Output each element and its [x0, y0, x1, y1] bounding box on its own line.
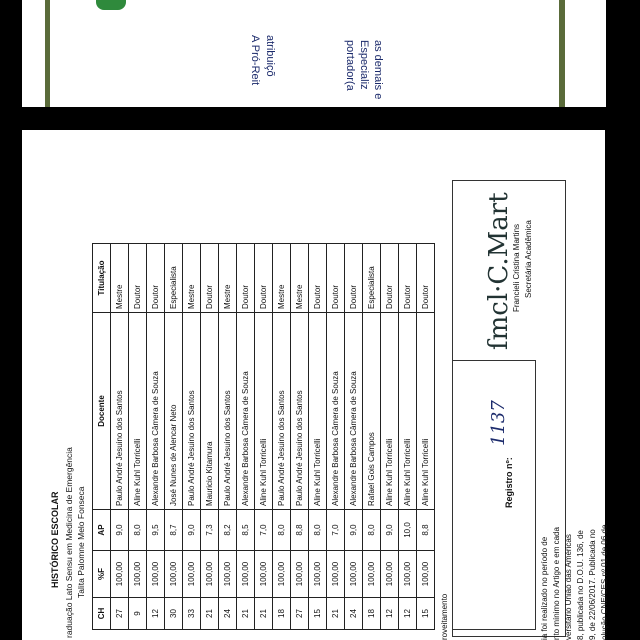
- cell-ch: 12: [399, 598, 417, 630]
- cell-docente: Aline Kuhl Torricelli: [129, 313, 147, 510]
- table-row: [417, 244, 435, 630]
- cell-frequency: 100,00: [219, 551, 237, 598]
- cell-grade: 8,0: [363, 510, 381, 551]
- cell-grade: 9,0: [381, 510, 399, 551]
- cell-grade: 8,0: [273, 510, 291, 551]
- cell-docente: Mauricio Kitamura: [201, 313, 219, 510]
- cell-ch: 27: [111, 598, 129, 630]
- cell-titulacao: Doutor: [237, 244, 255, 313]
- cell-titulacao: Mestre: [219, 244, 237, 313]
- table-row: [255, 244, 273, 630]
- cell-ch: 21: [237, 598, 255, 630]
- cell-docente: Aline Kuhl Torricelli: [309, 313, 327, 510]
- table-row: [219, 244, 237, 630]
- table-row: [183, 244, 201, 630]
- cell-grade: 8,0: [309, 510, 327, 551]
- signatory-name: Francieli Cristina Martins: [512, 223, 521, 312]
- cell-ch: 27: [291, 598, 309, 630]
- cell-docente: Paulo André Jesuino dos Santos: [183, 313, 201, 510]
- transcript-page: [22, 130, 609, 640]
- note-line-3: versitário União das Américas: [564, 534, 573, 640]
- column-header-docente: Docente: [93, 313, 111, 510]
- cell-grade: 7,3: [201, 510, 219, 551]
- cell-frequency: 100,00: [291, 551, 309, 598]
- cell-frequency: 100,00: [111, 551, 129, 598]
- cell-grade: 9,0: [345, 510, 363, 551]
- grades-table: [92, 243, 435, 630]
- table-row: [237, 244, 255, 630]
- cell-grade: 8,8: [291, 510, 309, 551]
- column-header-ap: AP: [93, 510, 111, 551]
- cell-titulacao: Doutor: [255, 244, 273, 313]
- note-line-4: 8, publicada no D.O.U. 136, de: [576, 530, 585, 640]
- table-row: [327, 244, 345, 630]
- note-line-5: 9, de 22/06/2017. Publicada no: [588, 529, 597, 640]
- cell-frequency: 100,00: [381, 551, 399, 598]
- signatory-role: Secretária Acadêmica: [524, 220, 533, 298]
- cell-grade: 7,0: [327, 510, 345, 551]
- cell-docente: Paulo André Jesuino dos Santos: [111, 313, 129, 510]
- footer-left-label: roveitamento: [440, 593, 449, 640]
- certificate-line-1: A Pró-Reit: [249, 35, 261, 86]
- cell-ch: 24: [219, 598, 237, 630]
- cell-docente: Alexandre Barbosa Câmera de Souza: [345, 313, 363, 510]
- cell-titulacao: Doutor: [201, 244, 219, 313]
- column-header-ch: CH: [93, 598, 111, 630]
- institution-logo-icon: [96, 0, 126, 10]
- cell-frequency: 100,00: [129, 551, 147, 598]
- cell-grade: 9,0: [111, 510, 129, 551]
- cell-frequency: 100,00: [201, 551, 219, 598]
- note-line-1: ia foi realizado no período de: [540, 536, 549, 640]
- certificate-border-right: [559, 0, 565, 107]
- cell-titulacao: Doutor: [309, 244, 327, 313]
- cell-docente: Paulo André Jesuino dos Santos: [273, 313, 291, 510]
- cell-ch: 30: [165, 598, 183, 630]
- certificate-line-3: portador(a: [344, 40, 356, 91]
- program-name: raduação Lato Sensu em Medicina de Emergência: [64, 447, 74, 638]
- table-row: [291, 244, 309, 630]
- table-row: [345, 244, 363, 630]
- cell-titulacao: Especialista: [363, 244, 381, 313]
- certificate-line-4: Especializ: [358, 40, 370, 90]
- cell-titulacao: Doutor: [129, 244, 147, 313]
- table-row: [165, 244, 183, 630]
- cell-grade: 8,8: [417, 510, 435, 551]
- cell-titulacao: Especialista: [165, 244, 183, 313]
- table-row: [129, 244, 147, 630]
- cell-frequency: 100,00: [147, 551, 165, 598]
- cell-frequency: 100,00: [417, 551, 435, 598]
- cell-ch: 21: [327, 598, 345, 630]
- cell-frequency: 100,00: [273, 551, 291, 598]
- cell-frequency: 100,00: [309, 551, 327, 598]
- cell-docente: Alexandre Barbosa Câmera de Souza: [237, 313, 255, 510]
- cell-docente: Aline Kuhl Torricelli: [399, 313, 417, 510]
- cell-titulacao: Doutor: [381, 244, 399, 313]
- cell-frequency: 100,00: [165, 551, 183, 598]
- cell-titulacao: Doutor: [399, 244, 417, 313]
- certificate-border-left: [45, 0, 50, 107]
- cell-ch: 24: [345, 598, 363, 630]
- cell-docente: Paulo André Jesuino dos Santos: [291, 313, 309, 510]
- cell-ch: 15: [309, 598, 327, 630]
- cell-grade: 9,5: [147, 510, 165, 551]
- cell-docente: Aline Kuhl Torricelli: [381, 313, 399, 510]
- certificate-line-5: as demais e: [372, 40, 384, 100]
- cell-frequency: 100,00: [399, 551, 417, 598]
- cell-ch: 9: [129, 598, 147, 630]
- cell-docente: Aline Kuhl Torricelli: [417, 313, 435, 510]
- cell-titulacao: Doutor: [417, 244, 435, 313]
- cell-ch: 18: [363, 598, 381, 630]
- column-header-f: %F: [93, 551, 111, 598]
- note-line-2: nto mínimo no Artigo e em cada: [552, 527, 561, 640]
- cell-grade: 8,5: [237, 510, 255, 551]
- cell-ch: 12: [381, 598, 399, 630]
- certificate-page: [22, 0, 606, 107]
- cell-docente: Paulo André Jesuino dos Santos: [219, 313, 237, 510]
- table-header-row: [93, 244, 111, 630]
- cell-ch: 18: [273, 598, 291, 630]
- cell-titulacao: Mestre: [273, 244, 291, 313]
- table-row: [363, 244, 381, 630]
- cell-titulacao: Doutor: [147, 244, 165, 313]
- cell-titulacao: Mestre: [291, 244, 309, 313]
- grades-table-wrapper: [92, 243, 435, 630]
- signature-image: ſmcl·C.Mart: [484, 192, 514, 350]
- cell-frequency: 100,00: [237, 551, 255, 598]
- table-row: [201, 244, 219, 630]
- column-header-titulacao: Titulação: [93, 244, 111, 313]
- cell-grade: 7,0: [255, 510, 273, 551]
- transcript-title: HISTÓRICO ESCOLAR: [50, 491, 60, 588]
- registro-label: Registro nº:: [504, 457, 514, 508]
- cell-titulacao: Mestre: [183, 244, 201, 313]
- cell-ch: 12: [147, 598, 165, 630]
- cell-docente: Alexandre Barbosa Câmera de Souza: [147, 313, 165, 510]
- table-row: [381, 244, 399, 630]
- cell-frequency: 100,00: [363, 551, 381, 598]
- cell-docente: Alexandre Barbosa Câmera de Souza: [327, 313, 345, 510]
- cell-docente: Aline Kuhl Torricelli: [255, 313, 273, 510]
- certificate-line-2: atribuiçõ: [264, 35, 276, 77]
- cell-frequency: 100,00: [183, 551, 201, 598]
- cell-grade: 8,2: [219, 510, 237, 551]
- table-row: [273, 244, 291, 630]
- cell-frequency: 100,00: [345, 551, 363, 598]
- cell-docente: José Nunes de Alencar Neto: [165, 313, 183, 510]
- student-name: Talita Palomne Melo Fonseca: [76, 486, 86, 598]
- note-line-6: olução CNE/CES nº 01 de 06 de: [600, 524, 609, 640]
- cell-ch: 15: [417, 598, 435, 630]
- table-row: [309, 244, 327, 630]
- cell-grade: 8,7: [165, 510, 183, 551]
- table-row: [399, 244, 417, 630]
- cell-frequency: 100,00: [327, 551, 345, 598]
- cell-ch: 33: [183, 598, 201, 630]
- cell-grade: 10,0: [399, 510, 417, 551]
- cell-grade: 9,0: [183, 510, 201, 551]
- table-row: [147, 244, 165, 630]
- registro-value: 1137: [488, 400, 509, 446]
- cell-titulacao: Doutor: [345, 244, 363, 313]
- cell-frequency: 100,00: [255, 551, 273, 598]
- cell-docente: Rafael Gois Campos: [363, 313, 381, 510]
- cell-grade: 8,0: [129, 510, 147, 551]
- cell-titulacao: Doutor: [327, 244, 345, 313]
- cell-ch: 21: [201, 598, 219, 630]
- table-row: [111, 244, 129, 630]
- cell-ch: 21: [255, 598, 273, 630]
- cell-titulacao: Mestre: [111, 244, 129, 313]
